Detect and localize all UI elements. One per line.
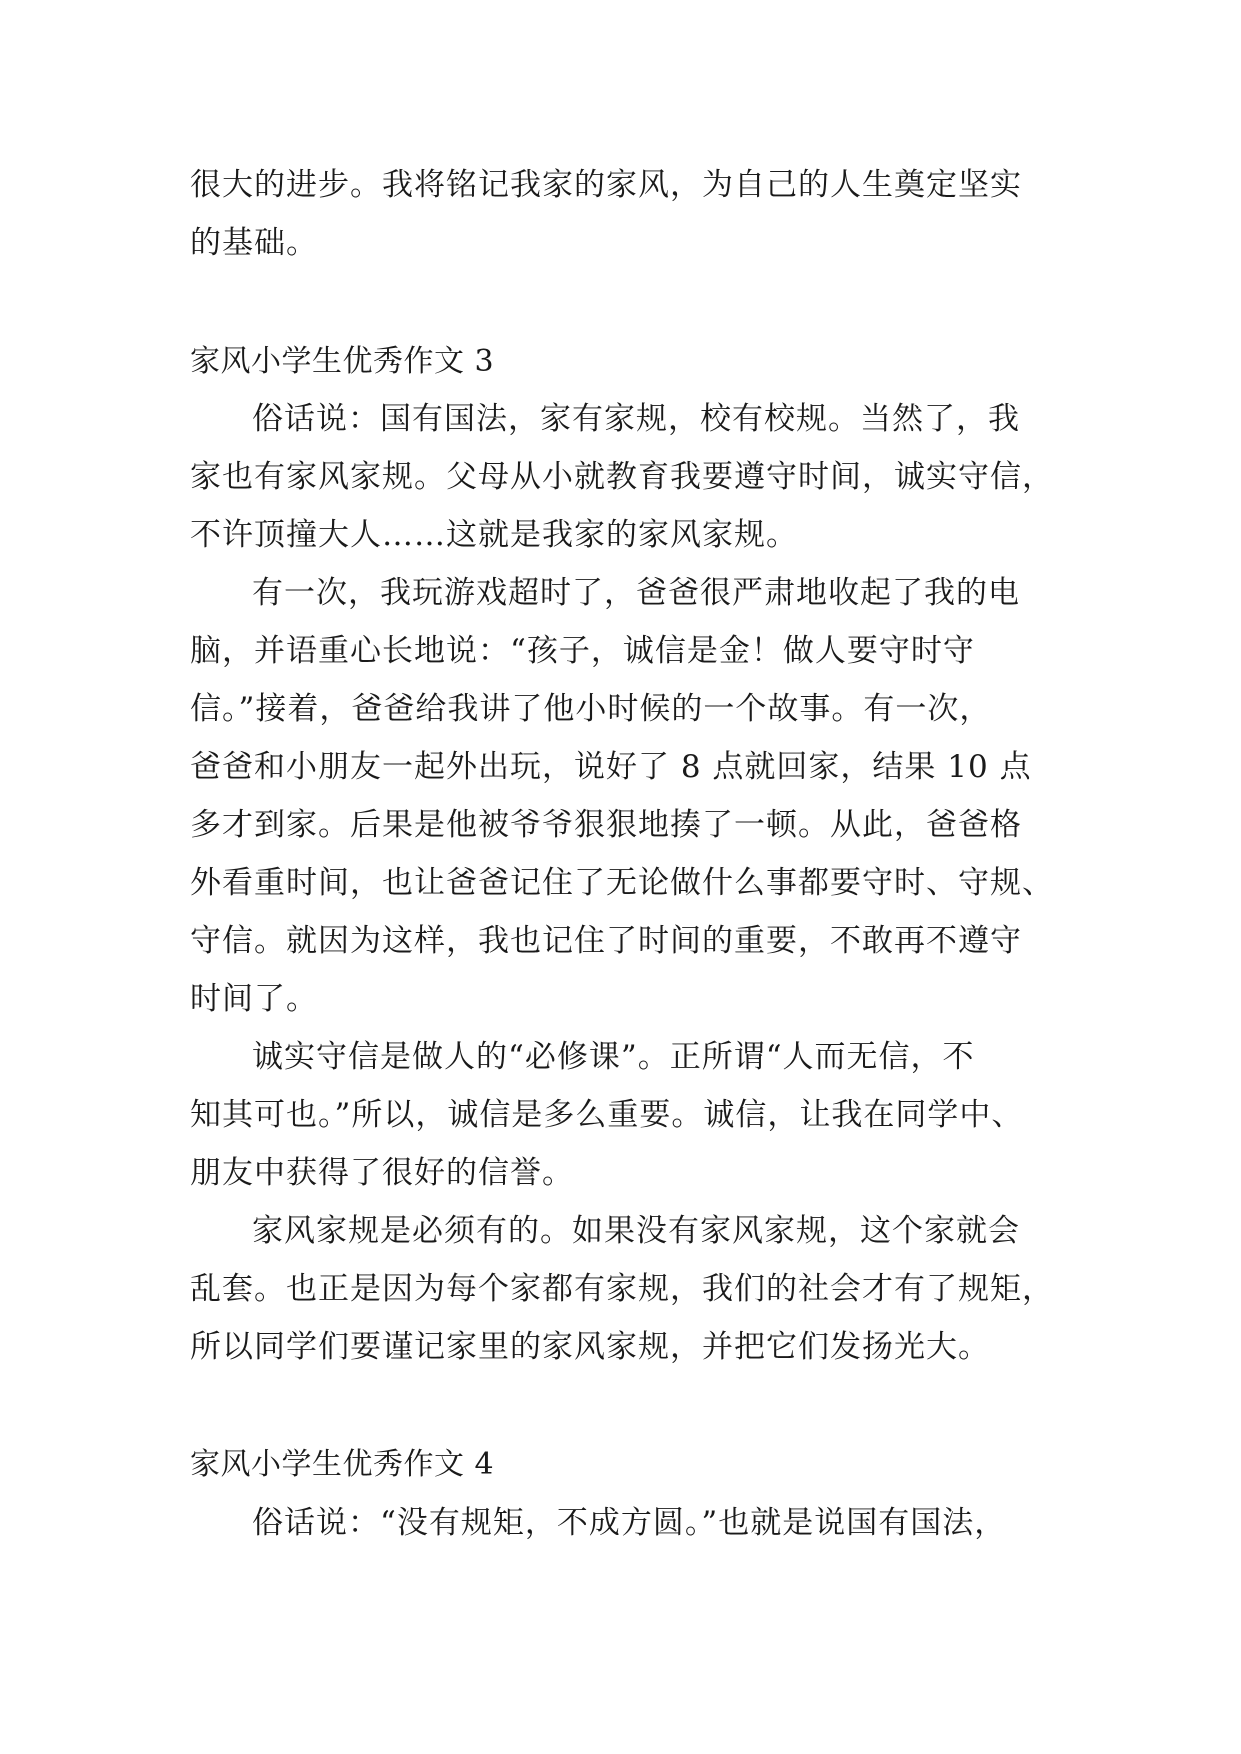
paragraph-line: 家也有家风家规。父母从小就教育我要遵守时间，诚实守信， bbox=[190, 459, 1054, 495]
paragraph-line: 诚实守信是做人的“必修课”。正所谓“人而无信，不 bbox=[252, 1039, 975, 1075]
paragraph-line: 信。”接着，爸爸给我讲了他小时候的一个故事。有一次， bbox=[190, 691, 992, 727]
text-line: 很大的进步。我将铭记我家的家风，为自己的人生奠定坚实 bbox=[190, 167, 1022, 203]
paragraph-line: 爸爸和小朋友一起外出玩，说好了 8 点就回家，结果 10 点 bbox=[190, 749, 1032, 785]
paragraph-line: 多才到家。后果是他被爷爷狠狠地揍了一顿。从此，爸爸格 bbox=[190, 807, 1022, 843]
essay-title: 家风小学生优秀作文 4 bbox=[190, 1447, 495, 1482]
paragraph-line: 俗话说：“没有规矩，不成方圆。”也就是说国有国法， bbox=[252, 1505, 1007, 1541]
paragraph-line: 不许顶撞大人……这就是我家的家风家规。 bbox=[190, 517, 798, 553]
paragraph-line: 知其可也。”所以，诚信是多么重要。诚信，让我在同学中、 bbox=[190, 1097, 1024, 1133]
paragraph-line: 所以同学们要谨记家里的家风家规，并把它们发扬光大。 bbox=[190, 1329, 990, 1365]
paragraph-line: 守信。就因为这样，我也记住了时间的重要，不敢再不遵守 bbox=[190, 923, 1022, 959]
text-line: 的基础。 bbox=[190, 225, 318, 261]
paragraph-line: 有一次，我玩游戏超时了，爸爸很严肃地收起了我的电 bbox=[252, 575, 1020, 611]
paragraph-line: 家风家规是必须有的。如果没有家风家规，这个家就会 bbox=[252, 1213, 1020, 1249]
paragraph-line: 时间了。 bbox=[190, 981, 318, 1017]
paragraph-line: 乱套。也正是因为每个家都有家规，我们的社会才有了规矩， bbox=[190, 1271, 1054, 1307]
paragraph-line: 朋友中获得了很好的信誉。 bbox=[190, 1155, 574, 1191]
paragraph-line: 外看重时间，也让爸爸记住了无论做什么事都要守时、守规、 bbox=[190, 865, 1054, 901]
paragraph-line: 俗话说：国有国法，家有家规，校有校规。当然了，我 bbox=[252, 401, 1020, 437]
essay-title: 家风小学生优秀作文 3 bbox=[190, 344, 495, 379]
paragraph-line: 脑，并语重心长地说：“孩子，诚信是金！做人要守时守 bbox=[190, 633, 975, 669]
